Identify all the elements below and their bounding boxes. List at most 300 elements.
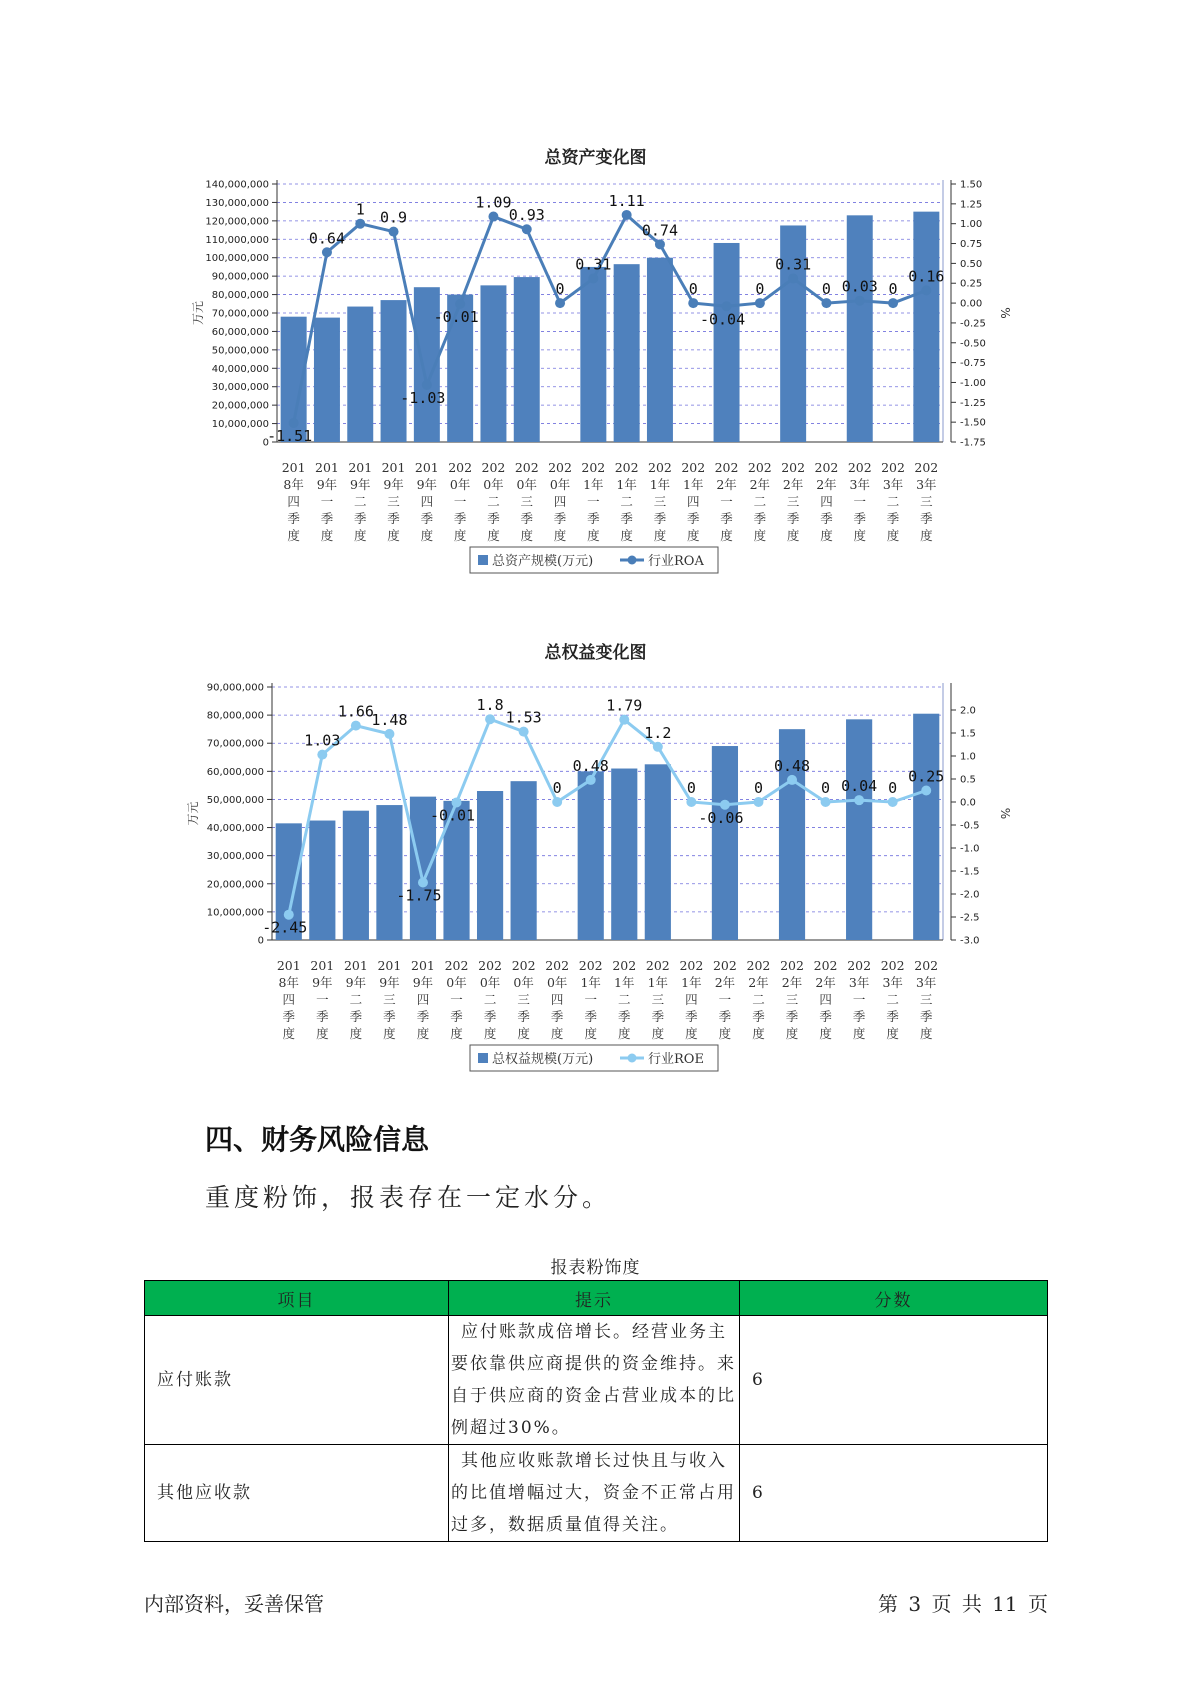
data-label: 0.48 <box>572 756 609 775</box>
x-tick-label: 3年 <box>848 975 870 990</box>
x-tick-label: 季 <box>517 1009 530 1024</box>
x-tick-label: 三 <box>786 494 800 509</box>
y-tick-label: 110,000,000 <box>205 234 269 246</box>
x-tick-label: 度 <box>450 1026 463 1041</box>
x-tick-label: 四 <box>820 494 833 509</box>
x-tick-label: 度 <box>282 1026 296 1041</box>
y-tick-label: 10,000,000 <box>211 419 269 431</box>
x-tick-label: 度 <box>316 1026 329 1041</box>
bar <box>376 805 402 940</box>
x-tick-label: 季 <box>287 511 300 526</box>
x-tick-label: 3年 <box>882 975 903 990</box>
x-tick-label: 度 <box>487 528 500 543</box>
x-tick-label: 度 <box>752 1026 765 1041</box>
data-point <box>384 729 394 739</box>
x-tick-label: 季 <box>383 1009 396 1024</box>
data-label: 1.48 <box>371 710 408 729</box>
x-tick-label: 一 <box>584 992 597 1007</box>
x-tick-label: 0年 <box>446 975 467 990</box>
x-tick-label: 202 <box>581 460 606 475</box>
bar <box>511 781 537 940</box>
x-tick-label: 季 <box>584 1009 597 1024</box>
x-tick-label: 度 <box>653 528 667 543</box>
x-tick-label: 季 <box>349 1009 363 1024</box>
y-tick-label: 80,000,000 <box>206 710 264 722</box>
x-tick-label: 1年 <box>649 477 671 492</box>
x-tick-label: 202 <box>747 460 772 475</box>
data-point <box>317 750 327 760</box>
x-tick-label: 度 <box>520 528 534 543</box>
assets-chart <box>0 170 1191 590</box>
data-label: 0.9 <box>380 208 408 227</box>
x-tick-label: 一 <box>320 494 334 509</box>
y-tick-label: 80,000,000 <box>211 290 269 302</box>
data-point <box>686 797 696 807</box>
bar <box>381 300 407 442</box>
x-tick-label: 202 <box>645 958 670 973</box>
x-tick-label: 201 <box>377 958 402 973</box>
x-tick-label: 202 <box>847 460 872 475</box>
data-point <box>351 721 361 731</box>
x-tick-label: 季 <box>820 511 833 526</box>
x-tick-label: 度 <box>651 1026 665 1041</box>
x-tick-label: 度 <box>620 528 633 543</box>
x-tick-label: 度 <box>416 1026 430 1041</box>
data-point <box>688 298 698 308</box>
equity-chart <box>0 665 1191 1085</box>
y-tick-label: 90,000,000 <box>211 271 269 283</box>
row-item: 其他应收款 <box>145 1445 449 1542</box>
x-tick-label: 度 <box>320 528 334 543</box>
x-tick-label: 一 <box>316 992 329 1007</box>
risk-table <box>144 1280 1048 1542</box>
data-label: -0.06 <box>698 808 744 827</box>
y2-tick-label: -2.5 <box>960 912 980 924</box>
y-tick-label: 70,000,000 <box>206 738 264 750</box>
x-tick-label: 二 <box>349 992 363 1007</box>
row-tip: 应付账款成倍增长。经营业务主要依靠供应商提供的资金维持。来自于供应商的资金占营业成本的比例超过30%。 <box>449 1316 740 1445</box>
data-label: 0 <box>686 779 696 797</box>
bar <box>647 258 673 442</box>
x-tick-label: 201 <box>315 460 339 475</box>
x-tick-label: 度 <box>886 528 900 543</box>
x-tick-label: 四 <box>819 992 832 1007</box>
data-label: 1.66 <box>337 702 374 721</box>
x-tick-label: 一 <box>450 992 463 1007</box>
x-tick-label: 201 <box>381 460 406 475</box>
x-tick-label: 季 <box>282 1009 296 1024</box>
x-tick-label: 202 <box>681 460 706 475</box>
x-tick-label: 季 <box>450 1009 463 1024</box>
y-tick-label: 10,000,000 <box>206 907 264 919</box>
data-point <box>888 797 898 807</box>
x-tick-label: 季 <box>920 511 933 526</box>
y2-tick-label: -1.50 <box>960 417 986 429</box>
data-label: 0.31 <box>775 255 812 274</box>
x-tick-label: 1年 <box>614 975 635 990</box>
y-tick-label: 30,000,000 <box>211 382 269 394</box>
x-tick-label: 三 <box>785 992 799 1007</box>
y-tick-label: 20,000,000 <box>206 879 264 891</box>
x-tick-label: 1年 <box>681 975 702 990</box>
bar <box>578 771 604 940</box>
x-tick-label: 201 <box>310 958 335 973</box>
legend-bar-label: 总资产规模(万元) <box>492 554 594 569</box>
bar <box>514 277 540 442</box>
y-tick-label: 40,000,000 <box>206 823 264 835</box>
x-tick-label: 一 <box>720 494 733 509</box>
x-tick-label: 三 <box>653 494 667 509</box>
data-label: 1.8 <box>476 696 504 715</box>
x-tick-label: 四 <box>420 494 434 509</box>
x-tick-label: 2年 <box>748 975 769 990</box>
x-tick-label: 季 <box>753 511 767 526</box>
x-tick-label: 一 <box>453 494 467 509</box>
x-tick-label: 度 <box>786 528 800 543</box>
data-point <box>485 714 495 724</box>
x-tick-label: 0年 <box>513 975 534 990</box>
data-label: 0 <box>555 280 565 299</box>
data-point <box>552 797 562 807</box>
bar <box>712 746 738 940</box>
x-tick-label: 9年 <box>412 975 434 990</box>
x-tick-label: 季 <box>587 511 600 526</box>
assets-chart-title: 总资产变化图 <box>544 148 647 168</box>
x-tick-label: 度 <box>349 1026 363 1041</box>
data-label: 0.16 <box>908 267 945 286</box>
data-point <box>555 298 565 308</box>
x-tick-label: 二 <box>483 992 497 1007</box>
y2-tick-label: 0.0 <box>960 797 976 809</box>
header-tip: 提示 <box>449 1281 740 1316</box>
x-tick-label: 1年 <box>683 477 704 492</box>
y2-tick-label: 1.50 <box>960 179 983 191</box>
x-tick-label: 2年 <box>749 477 771 492</box>
legend-line-marker <box>628 556 637 565</box>
x-tick-label: 四 <box>686 494 700 509</box>
x-tick-label: 季 <box>853 511 867 526</box>
y-tick-label: 0 <box>262 437 269 449</box>
x-tick-label: 三 <box>651 992 665 1007</box>
legend-line-label: 行业ROE <box>648 1052 704 1067</box>
x-tick-label: 202 <box>813 958 838 973</box>
x-tick-label: 2年 <box>815 975 836 990</box>
x-tick-label: 度 <box>550 1026 564 1041</box>
row-tip: 其他应收账款增长过快且与收入的比值增幅过大，资金不正常占用过多，数据质量值得关注。 <box>449 1445 740 1542</box>
x-tick-label: 2年 <box>716 477 737 492</box>
x-tick-label: 1年 <box>616 477 637 492</box>
x-tick-label: 度 <box>387 528 400 543</box>
y2-tick-label: -0.25 <box>960 318 986 330</box>
bar <box>611 769 637 940</box>
x-tick-label: 度 <box>686 528 700 543</box>
y2-axis-title: % <box>998 307 1012 319</box>
x-tick-label: 9年 <box>379 975 400 990</box>
data-label: 0.93 <box>508 206 545 225</box>
x-tick-label: 一 <box>718 992 732 1007</box>
data-label: 0.64 <box>308 229 346 248</box>
x-tick-label: 一 <box>587 494 600 509</box>
data-label: -2.45 <box>262 918 308 937</box>
data-label: 0 <box>552 779 562 797</box>
x-tick-label: 202 <box>548 460 572 475</box>
bar <box>343 811 369 940</box>
data-label: 0 <box>888 280 898 299</box>
y2-tick-label: -2.0 <box>960 889 980 901</box>
data-point <box>821 298 831 308</box>
y2-tick-label: -1.00 <box>960 377 986 389</box>
x-tick-label: 四 <box>553 494 567 509</box>
x-tick-label: 三 <box>920 494 933 509</box>
y2-tick-label: -0.50 <box>960 338 986 350</box>
x-tick-label: 202 <box>614 460 639 475</box>
bar <box>913 212 939 442</box>
x-tick-label: 三 <box>517 992 530 1007</box>
data-label: 0.04 <box>841 777 878 796</box>
x-tick-label: 201 <box>411 958 435 973</box>
y-tick-label: 140,000,000 <box>205 179 269 191</box>
table-row <box>145 1445 1048 1542</box>
footer-page-number: 第 3 页 共 11 页 <box>878 1592 1048 1616</box>
y2-tick-label: 1.0 <box>960 751 976 763</box>
y2-tick-label: 0.75 <box>960 239 983 251</box>
x-tick-label: 二 <box>620 494 633 509</box>
x-tick-label: 季 <box>618 1009 631 1024</box>
x-tick-label: 202 <box>847 958 872 973</box>
data-label: 0 <box>888 779 898 797</box>
x-tick-label: 202 <box>714 460 739 475</box>
data-label: 1.09 <box>475 193 512 212</box>
x-tick-label: 1年 <box>580 975 601 990</box>
x-tick-label: 3年 <box>882 477 904 492</box>
bar <box>477 791 503 940</box>
x-tick-label: 季 <box>550 1009 564 1024</box>
y2-tick-label: 0.50 <box>960 258 983 270</box>
x-tick-label: 202 <box>881 460 905 475</box>
x-tick-label: 一 <box>853 494 867 509</box>
x-tick-label: 二 <box>886 494 900 509</box>
y-axis-title: 万元 <box>191 300 205 326</box>
x-tick-label: 三 <box>520 494 534 509</box>
data-point <box>619 715 629 725</box>
x-tick-label: 度 <box>685 1026 698 1041</box>
y2-tick-label: 0.00 <box>960 298 983 310</box>
bar <box>846 719 872 940</box>
x-tick-label: 9年 <box>350 477 371 492</box>
x-tick-label: 201 <box>414 460 439 475</box>
legend-line-marker <box>628 1054 637 1063</box>
row-score: 6 <box>740 1316 1048 1445</box>
x-tick-label: 四 <box>287 494 300 509</box>
x-tick-label: 8年 <box>283 477 304 492</box>
data-label: 1.03 <box>304 731 341 750</box>
x-tick-label: 202 <box>914 460 939 475</box>
x-tick-label: 三 <box>387 494 400 509</box>
x-tick-label: 季 <box>686 511 700 526</box>
x-tick-label: 季 <box>620 511 633 526</box>
x-tick-label: 季 <box>487 511 500 526</box>
y2-tick-label: 1.00 <box>960 219 983 231</box>
y2-axis-title: % <box>998 807 1012 820</box>
row-item: 应付账款 <box>145 1316 449 1445</box>
x-tick-label: 四 <box>282 992 296 1007</box>
legend-bar-swatch <box>478 555 488 565</box>
x-tick-label: 度 <box>820 528 833 543</box>
x-tick-label: 二 <box>753 494 767 509</box>
x-tick-label: 季 <box>553 511 567 526</box>
x-tick-label: 度 <box>483 1026 497 1041</box>
x-tick-label: 二 <box>487 494 500 509</box>
x-tick-label: 0年 <box>549 477 571 492</box>
x-tick-label: 三 <box>919 992 933 1007</box>
x-tick-label: 度 <box>853 528 867 543</box>
data-point <box>622 210 632 220</box>
x-tick-label: 202 <box>578 958 603 973</box>
header-score: 分数 <box>740 1281 1048 1316</box>
x-tick-label: 201 <box>281 460 306 475</box>
bar <box>480 285 506 442</box>
data-point <box>653 742 663 752</box>
data-point <box>389 227 399 237</box>
x-tick-label: 0年 <box>449 477 471 492</box>
data-point <box>519 727 529 737</box>
x-tick-label: 季 <box>752 1009 765 1024</box>
equity-chart-title: 总权益变化图 <box>544 643 647 663</box>
x-tick-label: 二 <box>886 992 899 1007</box>
y2-tick-label: -1.25 <box>960 397 986 409</box>
x-tick-label: 季 <box>819 1009 832 1024</box>
header-item: 项目 <box>145 1281 449 1316</box>
x-tick-label: 202 <box>781 460 806 475</box>
x-tick-label: 度 <box>886 1026 899 1041</box>
bar <box>314 318 340 442</box>
data-point <box>355 219 365 229</box>
data-point <box>753 797 763 807</box>
data-label: 0 <box>821 779 831 797</box>
data-point <box>888 298 898 308</box>
x-tick-label: 3年 <box>916 477 937 492</box>
x-tick-label: 季 <box>483 1009 497 1024</box>
legend-line-label: 行业ROA <box>648 554 704 569</box>
data-point <box>586 775 596 785</box>
bar <box>347 307 373 442</box>
y-tick-label: 20,000,000 <box>211 400 269 412</box>
x-tick-label: 202 <box>514 460 539 475</box>
x-tick-label: 季 <box>886 1009 899 1024</box>
y-tick-label: 100,000,000 <box>205 253 269 265</box>
table-caption: 报表粉饰度 <box>550 1258 641 1278</box>
x-tick-label: 9年 <box>416 477 438 492</box>
table-row <box>145 1316 1048 1445</box>
legend-bar-label: 总权益规模(万元) <box>492 1052 594 1067</box>
x-tick-label: 202 <box>478 958 503 973</box>
data-label: -0.01 <box>433 307 479 326</box>
data-label: 0 <box>821 280 831 299</box>
legend-bar-swatch <box>478 1053 488 1063</box>
bar <box>847 215 873 442</box>
x-tick-label: 2年 <box>816 477 837 492</box>
x-tick-label: 四 <box>685 992 698 1007</box>
x-tick-label: 季 <box>520 511 534 526</box>
x-tick-label: 202 <box>444 958 469 973</box>
x-tick-label: 202 <box>448 460 473 475</box>
x-tick-label: 季 <box>886 511 900 526</box>
x-tick-label: 度 <box>919 1026 933 1041</box>
x-tick-label: 度 <box>618 1026 631 1041</box>
data-point <box>855 296 865 306</box>
y2-tick-label: -3.0 <box>960 935 980 947</box>
x-tick-label: 202 <box>481 460 506 475</box>
x-tick-label: 季 <box>387 511 400 526</box>
x-tick-label: 0年 <box>546 975 568 990</box>
y-tick-label: 130,000,000 <box>205 197 269 209</box>
y2-tick-label: -1.0 <box>960 843 980 855</box>
data-label: 0 <box>755 280 765 299</box>
data-point <box>787 775 797 785</box>
x-tick-label: 季 <box>651 1009 665 1024</box>
x-tick-label: 度 <box>353 528 367 543</box>
y2-tick-label: -1.5 <box>960 866 980 878</box>
data-point <box>655 239 665 249</box>
data-label: 1 <box>355 200 365 219</box>
data-label: 0.74 <box>641 221 679 240</box>
x-tick-label: 3年 <box>915 975 937 990</box>
y-tick-label: 50,000,000 <box>211 345 269 357</box>
data-point <box>921 285 931 295</box>
x-tick-label: 9年 <box>312 975 333 990</box>
x-tick-label: 201 <box>343 958 368 973</box>
x-tick-label: 度 <box>584 1026 597 1041</box>
y2-tick-label: 1.25 <box>960 199 983 211</box>
y2-tick-label: -0.75 <box>960 358 986 370</box>
data-point <box>588 273 598 283</box>
x-tick-label: 一 <box>852 992 866 1007</box>
x-tick-label: 四 <box>550 992 564 1007</box>
y2-tick-label: -0.5 <box>960 820 980 832</box>
x-tick-label: 2年 <box>781 975 803 990</box>
data-label: 0 <box>688 280 698 299</box>
bar <box>645 764 671 940</box>
x-tick-label: 季 <box>919 1009 933 1024</box>
x-tick-label: 201 <box>348 460 373 475</box>
data-label: 0.48 <box>773 756 811 775</box>
x-tick-label: 二 <box>752 992 765 1007</box>
y2-tick-label: 1.5 <box>960 728 976 740</box>
row-score: 6 <box>740 1445 1048 1542</box>
x-tick-label: 9年 <box>316 477 338 492</box>
data-point <box>921 786 931 796</box>
y-tick-label: 120,000,000 <box>205 216 269 228</box>
data-point <box>522 224 532 234</box>
x-tick-label: 202 <box>545 958 570 973</box>
x-tick-label: 度 <box>753 528 767 543</box>
x-tick-label: 季 <box>316 1009 329 1024</box>
x-tick-label: 度 <box>587 528 600 543</box>
x-tick-label: 202 <box>746 958 771 973</box>
x-tick-label: 度 <box>718 1026 732 1041</box>
bar <box>614 264 640 442</box>
x-tick-label: 202 <box>511 958 536 973</box>
x-tick-label: 8年 <box>278 975 300 990</box>
data-label: -0.01 <box>429 806 476 825</box>
data-point <box>788 273 798 283</box>
section-summary: 重度粉饰，报表存在一定水分。 <box>205 1183 612 1212</box>
x-tick-label: 202 <box>914 958 939 973</box>
y-tick-label: 0 <box>257 935 264 947</box>
data-label: -1.75 <box>396 886 442 905</box>
x-tick-label: 季 <box>320 511 334 526</box>
x-tick-label: 度 <box>517 1026 530 1041</box>
